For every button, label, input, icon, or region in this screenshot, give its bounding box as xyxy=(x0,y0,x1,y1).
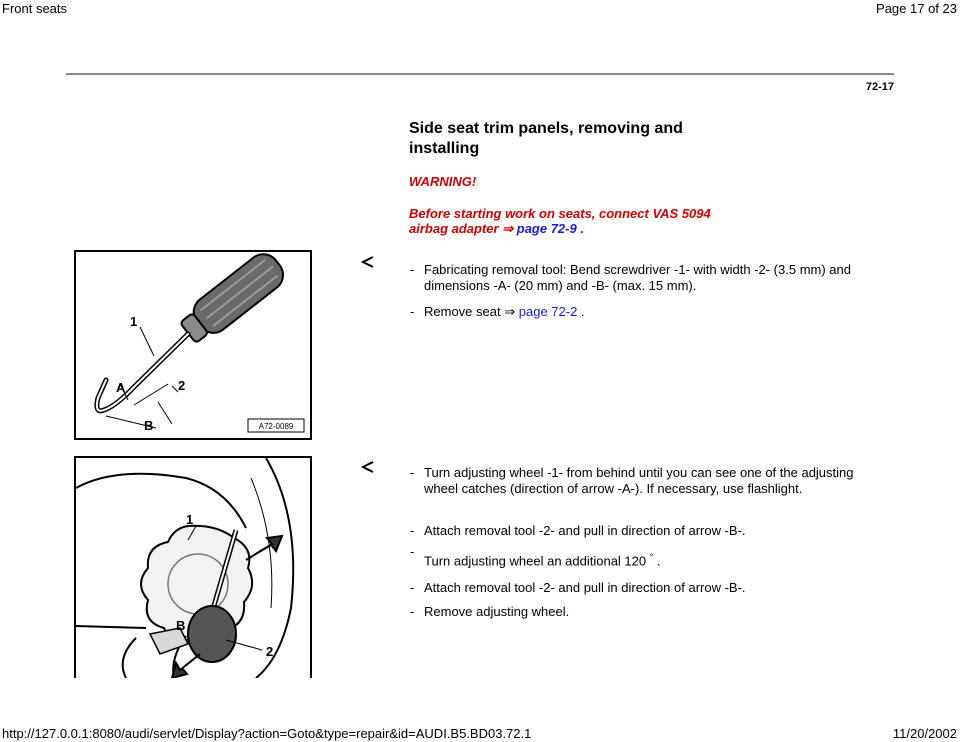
step-text: Remove seat xyxy=(424,304,501,319)
figure1-label-2: 2 xyxy=(178,378,186,393)
figure2-label-2: 2 xyxy=(266,644,274,659)
section1-step-1 xyxy=(410,262,880,294)
screwdriver-illustration xyxy=(76,252,310,438)
figure2-label-1: 1 xyxy=(186,512,194,527)
step-text: Attach removal tool -2- and pull in direction of arrow -B-. xyxy=(424,580,746,595)
section1-marker-icon xyxy=(361,256,375,268)
warning-page-link[interactable]: page 72-9 xyxy=(516,221,577,236)
step-text: Turn adjusting wheel -1- from behind until you can see one of the adjusting wheel catches (direction of arrow -A-). If necessary, use flashlight. xyxy=(424,465,854,496)
header-title: Front seats xyxy=(2,1,68,16)
section2-step-5 xyxy=(410,604,880,620)
section2-marker-icon xyxy=(361,461,375,473)
step-dash: - xyxy=(410,465,415,480)
step-text: Fabricating removal tool: Bend screwdriver -1- with width -2- (3.5 mm) and dimensions -A- (20 mm) and -B- (max. 15 mm). xyxy=(424,262,851,293)
section2-step-2 xyxy=(410,523,880,539)
header-rule xyxy=(66,73,894,75)
step-end: . xyxy=(653,553,661,569)
header-page-indicator: Page 17 of 23 xyxy=(876,1,957,16)
step-end: . xyxy=(577,304,585,319)
page-number: 72-17 xyxy=(865,81,894,93)
step-dash: - xyxy=(410,604,415,619)
figure-adjusting-wheel xyxy=(74,456,312,678)
warning-text xyxy=(409,206,729,236)
section2-step-3 xyxy=(410,544,880,569)
figure1-label-b: B xyxy=(144,418,154,433)
degree-symbol: ° xyxy=(649,552,654,562)
step-dash: - xyxy=(410,580,415,595)
step-dash: - xyxy=(410,544,415,559)
step-dash: - xyxy=(410,262,415,277)
warning-arrow: ⇒ xyxy=(502,221,514,236)
step-text: Turn adjusting wheel an additional 120 xyxy=(424,553,647,569)
section2-step-4 xyxy=(410,580,880,596)
step-dash: - xyxy=(410,304,415,319)
step-text: Remove adjusting wheel. xyxy=(424,604,570,619)
footer-date: 11/20/2002 xyxy=(892,726,957,741)
step-text: Attach removal tool -2- and pull in direction of arrow -B-. xyxy=(424,523,746,538)
warning-end: . xyxy=(576,221,584,236)
section-heading: Side seat trim panels, removing and installing xyxy=(409,120,683,157)
figure1-code: A72-0089 xyxy=(258,422,294,431)
section2-step-1 xyxy=(410,465,880,497)
footer-url: http://127.0.0.1:8080/audi/servlet/Display?action=Goto&type=repair&id=AUDI.B5.BD03.72.1 xyxy=(2,726,532,741)
warning-title: WARNING! xyxy=(409,174,477,189)
figure1-label-1: 1 xyxy=(130,314,138,329)
adjusting-wheel-illustration xyxy=(76,458,310,678)
section1-step-2 xyxy=(410,304,880,320)
figure-screwdriver xyxy=(74,250,312,440)
step-dash: - xyxy=(410,523,415,538)
remove-seat-page-link[interactable]: page 72-2 xyxy=(518,304,578,319)
figure2-label-b: B xyxy=(176,618,186,633)
figure1-label-a: A xyxy=(116,380,126,395)
warning-body: Before starting work on seats, connect VAS 5094 airbag adapter xyxy=(409,206,711,236)
step-arrow: ⇒ xyxy=(504,304,516,319)
